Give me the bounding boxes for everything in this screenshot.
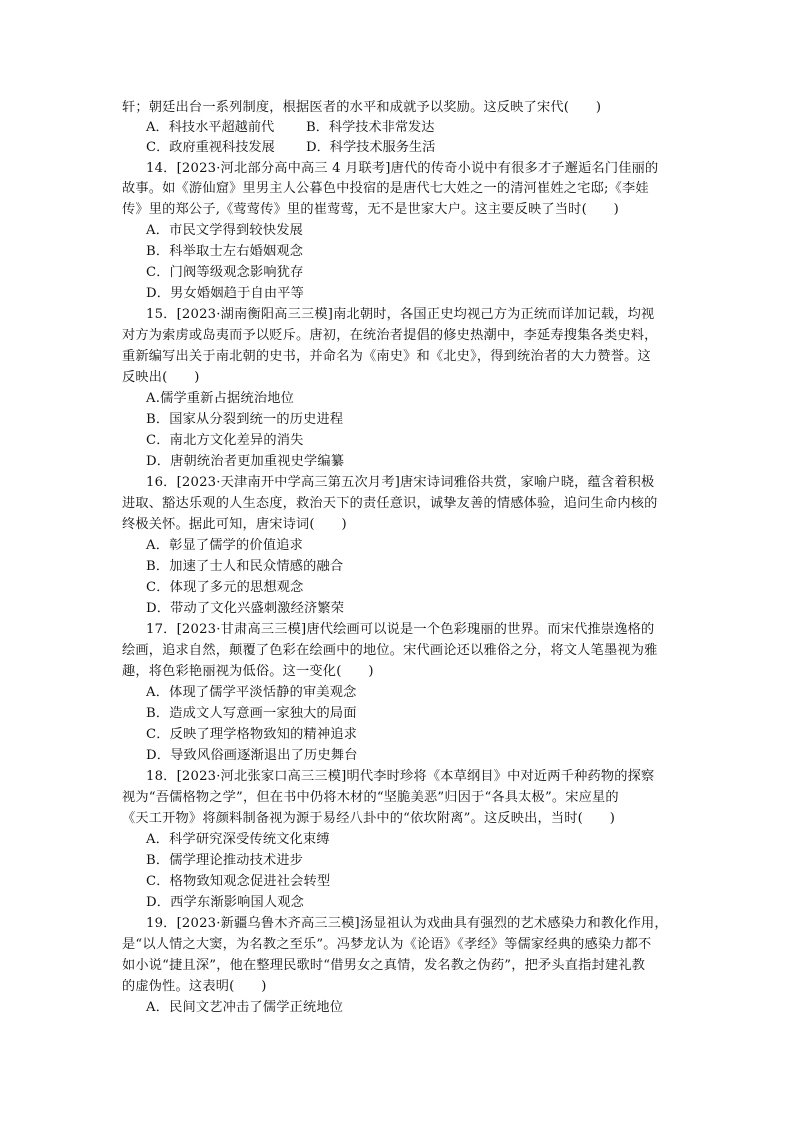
q17-option-c[interactable]: C．反映了理学格物致知的精神追求 — [146, 727, 358, 742]
q16-stem-line-1: 16．[2023·天津南开中学高三第五次月考]唐宋诗词雅俗共赏，家喻户晓，蕴含着积极 — [146, 475, 655, 490]
q15-option-d[interactable]: D．唐朝统治者更加重视史学编纂 — [146, 454, 345, 469]
q17-stem-line-2: 绘画，追求自然，颠覆了色彩在绘画中的地位。宋代画论还以雅俗之分，将文人笔墨视为雅 — [122, 643, 658, 658]
q18-option-b[interactable]: B．儒学理论推动技术进步 — [146, 853, 304, 868]
q18-option-c[interactable]: C．格物致知观念促进社会转型 — [146, 874, 331, 889]
q17-option-d[interactable]: D．导致风俗画逐渐退出了历史舞台 — [146, 748, 358, 763]
q14-stem-line-3: 传》里的郑公子,《莺莺传》里的崔莺莺，无不是世家大户。这主要反映了当时( ) — [122, 202, 620, 217]
q15-option-c[interactable]: C．南北方文化差异的消失 — [146, 433, 304, 448]
q14-option-b[interactable]: B．科举取士左右婚姻观念 — [146, 244, 304, 259]
q13-option-a[interactable]: A．科技水平超越前代 — [146, 120, 275, 135]
q15-stem-line-1: 15．[2023·湖南衡阳高三三模]南北朝时，各国正史均视己方为正统而详加记载，均视 — [146, 307, 655, 322]
q16-option-d[interactable]: D．带动了文化兴盛刺激经济繁荣 — [146, 601, 345, 616]
q16-stem-line-3: 终极关怀。据此可知，唐宋诗词( ) — [122, 517, 347, 532]
q15-option-a[interactable]: A.儒学重新占据统治地位 — [146, 391, 294, 406]
q18-option-a[interactable]: A．科学研究深受传统文化束缚 — [146, 832, 330, 847]
q14-option-a[interactable]: A．市民文学得到较快发展 — [146, 223, 303, 238]
q19-stem-line-3: 如小说“捷且深”，他在整理民歌时“借男女之真情，发名教之伪药”，把矛头直指封建礼教 — [122, 958, 646, 973]
q14-stem-line-1: 14．[2023·河北部分高中高三 4 月联考]唐代的传奇小说中有很多才子邂逅名门佳丽的 — [146, 161, 659, 176]
q13-options-row-2 — [146, 138, 436, 158]
q17-option-b[interactable]: B．造成文人写意画一家独大的局面 — [146, 706, 357, 721]
q15-stem-line-4: 反映出( ) — [122, 370, 200, 385]
q14-option-c[interactable]: C．门阀等级观念影响犹存 — [146, 265, 304, 280]
q15-option-b[interactable]: B．国家从分裂到统一的历史进程 — [146, 412, 344, 427]
q19-stem-line-4: 的虚伪性。这表明( ) — [122, 979, 267, 994]
q18-option-d[interactable]: D．西学东渐影响国人观念 — [146, 895, 305, 910]
q13-option-c[interactable]: C．政府重视科技发展 — [146, 140, 275, 155]
q16-stem-line-2: 进取、豁达乐观的人生态度，救治天下的责任意识，诚挚友善的情感体验，追问生命内核的 — [122, 496, 658, 511]
q13-options-row-1 — [146, 118, 435, 138]
q15-stem-line-3: 重新编写出关于南北朝的史书，并命名为《南史》和《北史》，得到统治者的大力赞誉。这 — [122, 349, 651, 364]
q13-option-d[interactable]: D．科学技术服务生活 — [306, 140, 436, 155]
q18-stem-line-2: 视为“吾儒格物之学”，但在书中仍将木材的“坚脆美恶”归因于“各具太极”。宋应星的 — [122, 790, 619, 805]
q17-option-a[interactable]: A．体现了儒学平淡恬静的审美观念 — [146, 685, 357, 700]
q16-option-a[interactable]: A．彰显了儒学的价值追求 — [146, 538, 303, 553]
q19-option-a[interactable]: A．民间文艺冲击了儒学正统地位 — [146, 1000, 344, 1015]
q17-stem-line-1: 17．[2023·甘肃高三三模]唐代绘画可以说是一个色彩瑰丽的世界。而宋代推崇逸格的 — [146, 622, 655, 637]
q13-option-b[interactable]: B．科学技术非常发达 — [306, 120, 435, 135]
q16-option-c[interactable]: C．体现了多元的思想观念 — [146, 580, 304, 595]
q18-stem-line-1: 18．[2023·河北张家口高三三模]明代李时珍将《本草纲目》中对近两千种药物的探察 — [146, 769, 655, 784]
q13-stem-tail: 轩；朝廷出台一系列制度，根据医者的水平和成就予以奖励。这反映了宋代( ) — [122, 100, 602, 115]
q14-stem-line-2: 故事。如《游仙窟》里男主人公暮色中投宿的是唐代七大姓之一的清河崔姓之宅邸;《李娃 — [122, 181, 649, 196]
q17-stem-line-3: 趣，将色彩艳丽视为低俗。这一变化( ) — [122, 664, 374, 679]
q14-option-d[interactable]: D．男女婚姻趋于自由平等 — [146, 286, 305, 301]
q16-option-b[interactable]: B．加速了士人和民众情感的融合 — [146, 559, 344, 574]
q19-stem-line-1: 19．[2023·新疆乌鲁木齐高三三模]汤显祖认为戏曲具有强烈的艺术感染力和教化作用， — [146, 916, 668, 931]
q15-stem-line-2: 对方为索虏或岛夷而予以贬斥。唐初，在统治者提倡的修史热潮中，李延寿搜集各类史料， — [122, 328, 658, 343]
q19-stem-line-2: 是“以人情之大窦，为名教之至乐”。冯梦龙认为《论语》《孝经》等儒家经典的感染力都不 — [122, 937, 652, 952]
q18-stem-line-3: 《天工开物》将颜料制备视为源于易经八卦中的“依坎附离”。这反映出，当时( ) — [122, 811, 616, 826]
